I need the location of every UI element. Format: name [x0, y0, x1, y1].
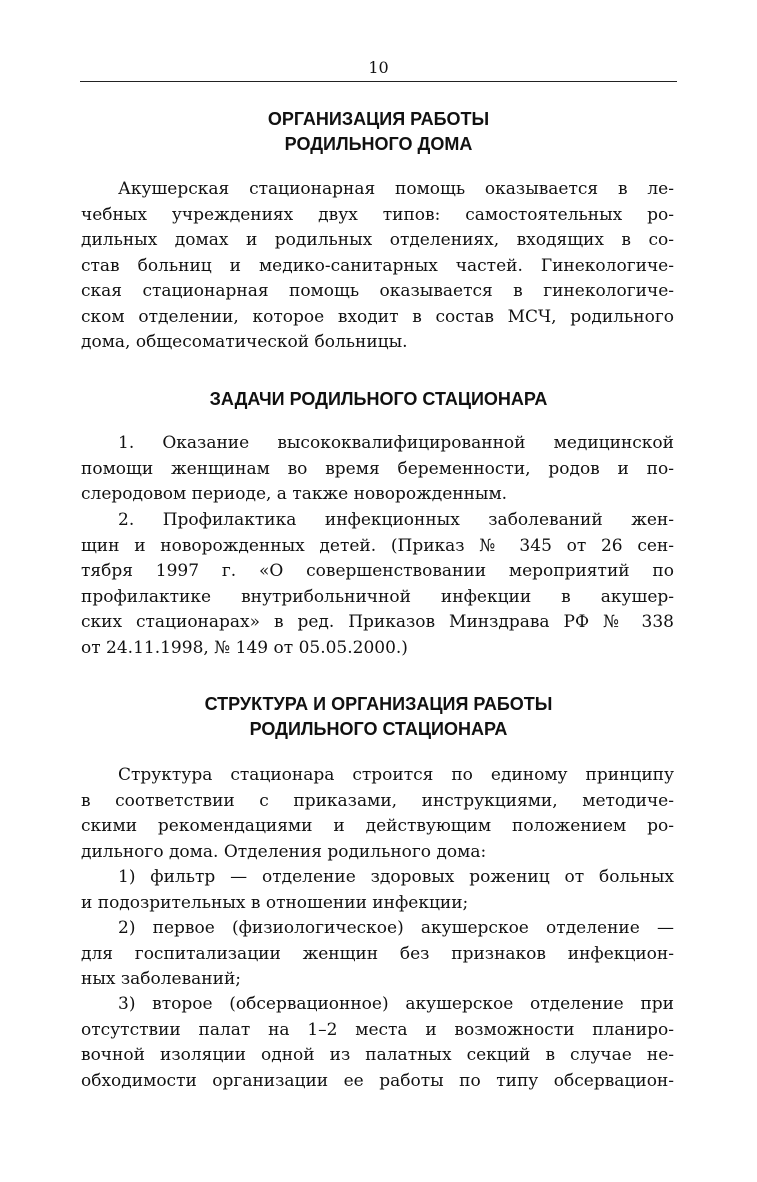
text-line: отсутствии палат на 1–2 места и возможности планиро- [81, 1019, 674, 1040]
text-line: скими рекомендациями и действующим положением ро- [81, 816, 674, 836]
header-rule [80, 81, 677, 82]
text-line: став больниц и медико-санитарных частей. Гинекологиче- [81, 255, 674, 276]
text-line: ском отделении, которое входит в состав МСЧ, родильного [81, 306, 674, 327]
department-item-1 [81, 865, 674, 916]
department-item-3 [81, 992, 674, 1094]
heading-line: РОДИЛЬНОГО ДОМА [284, 134, 473, 154]
text-line: для госпитализации женщин без признаков инфекцион- [81, 943, 674, 964]
text-line: от 24.11.1998, № 149 от 05.05.2000.) [81, 637, 408, 658]
text-line: 2) первое (физиологическое) акушерское отделение — [118, 918, 674, 938]
text-line: в соответствии с приказами, инструкциями, методиче- [81, 790, 674, 811]
paragraph-structure-intro [81, 763, 674, 865]
text-line: дильного дома. Отделения родильного дома: [81, 841, 487, 862]
heading-line: ЗАДАЧИ РОДИЛЬНОГО СТАЦИОНАРА [209, 389, 548, 409]
text-line: 1) фильтр — отделение здоровых рожениц от больных [118, 867, 674, 887]
section-title-structure [80, 692, 677, 742]
text-line: ская стационарная помощь оказывается в гинекологиче- [81, 281, 674, 301]
heading-line: СТРУКТУРА И ОРГАНИЗАЦИЯ РАБОТЫ [204, 694, 553, 714]
paragraph-obstetric-care [81, 177, 674, 356]
text-line: Акушерская стационарная помощь оказывается в ле- [118, 179, 674, 199]
heading-line: ОРГАНИЗАЦИЯ РАБОТЫ [267, 109, 490, 129]
text-line: чебных учреждениях двух типов: самостоятельных ро- [81, 204, 674, 225]
text-line: тября 1997 г. «О совершенствовании мероприятий по [81, 561, 674, 581]
text-line: ских стационарах» в ред. Приказов Минздрава РФ № 338 [81, 612, 674, 632]
text-line: профилактике внутрибольничной инфекции в акушер- [81, 586, 674, 607]
page-number: 10 [368, 58, 389, 77]
text-line: Структура стационара строится по единому принципу [118, 765, 674, 785]
text-line: вочной изоляции одной из палатных секций в случае не- [81, 1045, 674, 1065]
text-line: ных заболеваний; [81, 969, 242, 989]
heading-line: РОДИЛЬНОГО СТАЦИОНАРА [249, 719, 508, 739]
task-item-1 [81, 431, 674, 508]
text-line: обходимости организации ее работы по типу обсервацион- [81, 1070, 674, 1091]
text-line: 3) второе (обсервационное) акушерское отделение при [118, 994, 674, 1014]
section-title-tasks [80, 387, 677, 412]
text-line: дома, общесоматической больницы. [81, 332, 408, 352]
text-line: и подозрительных в отношении инфекции; [81, 892, 469, 913]
section-title-organization [80, 107, 677, 157]
text-line: 2. Профилактика инфекционных заболеваний жен- [118, 510, 674, 530]
text-line: дильных домах и родильных отделениях, входящих в со- [81, 230, 674, 250]
department-item-2 [81, 916, 674, 993]
text-line: помощи женщинам во время беременности, родов и по- [81, 458, 674, 479]
text-line: 1. Оказание высококвалифицированной медицинской [118, 433, 674, 453]
text-line: слеродовом периоде, а также новорожденным. [81, 484, 508, 504]
task-item-2 [81, 508, 674, 661]
text-line: щин и новорожденных детей. (Приказ № 345 от 26 сен- [81, 535, 674, 556]
